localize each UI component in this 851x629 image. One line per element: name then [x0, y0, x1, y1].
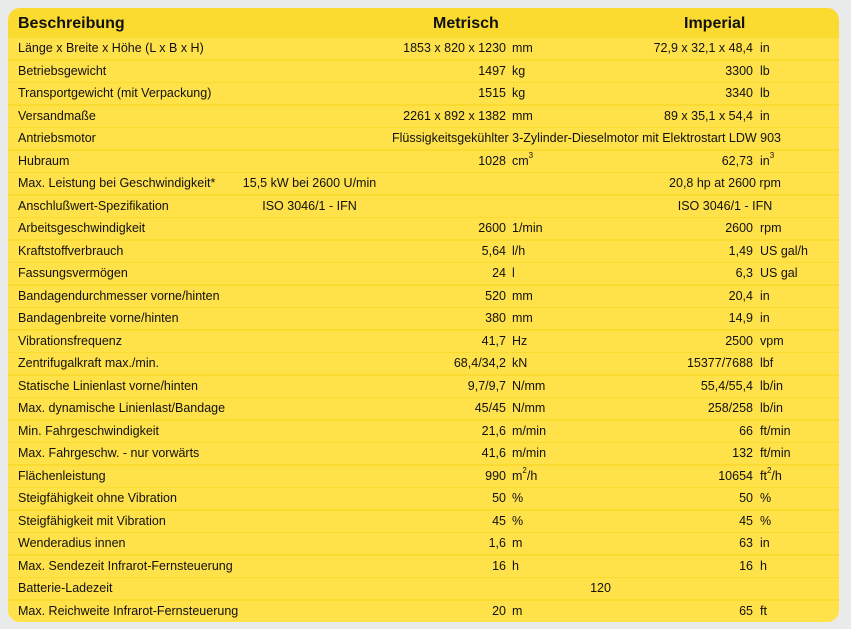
imperial-value-text: 3340 [725, 86, 753, 100]
imperial-value-text: 63 [739, 536, 753, 550]
imperial-value [687, 353, 753, 374]
imperial-value-text: 132 [732, 446, 753, 460]
row-label [18, 376, 198, 397]
row-label [18, 421, 159, 442]
metric-unit-text: kN [512, 356, 528, 370]
imperial-unit-text: % [760, 491, 772, 505]
imperial-value-text: 2500 [725, 333, 753, 348]
metric-value-text: 15,5 kW bei 2600 U/min [242, 176, 377, 190]
imperial-unit [760, 151, 774, 172]
metric-unit-text: l/h [512, 243, 526, 258]
table-row [8, 308, 839, 329]
imperial-value [701, 376, 753, 397]
row-label-text: Vibrationsfrequenz [18, 333, 123, 348]
imperial-unit [760, 331, 784, 352]
table-row [8, 173, 839, 194]
imperial-value [729, 286, 753, 307]
metric-value-text: 1,6 [488, 536, 506, 550]
metric-unit-superscript: 3 [528, 150, 534, 160]
row-label-text: Arbeitsgeschwindigkeit [18, 221, 146, 235]
table-row [8, 218, 839, 239]
imperial-value-text: 3300 [725, 63, 753, 78]
metric-value [492, 488, 506, 509]
imperial-value-text: 66 [739, 423, 753, 438]
row-label [18, 533, 125, 554]
table-row [8, 83, 839, 104]
imperial-value [718, 466, 753, 487]
imperial-value-text: 62,73 [721, 153, 753, 168]
table-row [8, 398, 839, 419]
imperial-value [739, 488, 753, 509]
imperial-value-text: 65 [739, 603, 753, 618]
metric-value-text: 1497 [478, 63, 506, 78]
metric-value-text: 41,6 [481, 446, 506, 460]
imperial-unit-text: lb [760, 63, 770, 78]
imperial-unit [760, 511, 771, 532]
row-label-text: Bandagenbreite vorne/hinten [18, 311, 179, 325]
imperial-value [722, 151, 753, 172]
imperial-value [729, 241, 753, 262]
imperial-unit [760, 61, 770, 82]
imperial-value [708, 398, 753, 419]
row-label-text: Statische Linienlast vorne/hinten [18, 378, 198, 393]
imperial-value [739, 421, 753, 442]
table-row [8, 196, 839, 217]
table-row [8, 533, 839, 554]
metric-value [485, 308, 506, 329]
imperial-unit-text: ft/min [760, 446, 791, 460]
table-row [8, 601, 839, 622]
table-row [8, 511, 839, 532]
metric-value [475, 398, 506, 419]
metric-unit [512, 83, 525, 104]
metric-value [492, 601, 506, 622]
imperial-value-text: 10654 [718, 468, 753, 483]
row-label-text: Max. Reichweite Infrarot-Fernsteuerung [18, 603, 239, 618]
imperial-unit-text: lb/in [760, 401, 783, 415]
imperial-value [725, 83, 753, 104]
metric-value [492, 511, 506, 532]
metric-unit [512, 61, 525, 82]
metric-value-text: 21,6 [481, 423, 506, 438]
row-value-center [8, 578, 839, 599]
metric-value-text: 380 [485, 311, 506, 325]
row-label [18, 308, 179, 329]
metric-value [478, 218, 506, 239]
metric-value-text: 2261 x 892 x 1382 [403, 108, 506, 123]
metric-value [492, 556, 506, 577]
metric-unit-text: m [512, 603, 523, 618]
imperial-unit [760, 556, 767, 577]
imperial-value-text: 72,9 x 32,1 x 48,4 [653, 41, 753, 55]
row-label-text: Betriebsgewicht [18, 63, 107, 78]
row-label-text: Transportgewicht (mit Verpackung) [18, 86, 212, 100]
row-label-text: Bandagendurchmesser vorne/hinten [18, 288, 220, 303]
metric-value [403, 106, 506, 127]
imperial-unit-text: ft [760, 603, 767, 618]
metric-unit [512, 353, 527, 374]
imperial-value-text: 15377/7688 [686, 356, 753, 370]
metric-value [468, 376, 506, 397]
metric-unit [512, 511, 523, 532]
row-label-text: Steigfähigkeit ohne Vibration [18, 491, 177, 505]
imperial-unit-text: h [760, 558, 767, 573]
imperial-unit [760, 601, 767, 622]
imperial-unit [760, 421, 791, 442]
table-row [8, 331, 839, 352]
imperial-unit [760, 263, 798, 284]
imperial-value-text: 20,8 hp at 2600 rpm [669, 176, 781, 190]
imperial-unit-text: in [760, 288, 770, 303]
row-value-center-text: 120 [590, 581, 611, 595]
metric-unit [512, 331, 527, 352]
metric-unit [512, 443, 546, 464]
imperial-unit [760, 533, 770, 554]
metric-unit-text: m [512, 468, 523, 483]
metric-unit-text: mm [512, 108, 533, 123]
metric-unit-text: 1/min [512, 221, 543, 235]
row-label-text: Versandmaße [18, 108, 96, 123]
table-row [8, 466, 839, 487]
metric-value [8, 196, 611, 217]
imperial-value [739, 533, 753, 554]
metric-unit [512, 488, 523, 509]
imperial-unit [760, 443, 791, 464]
table-row [8, 61, 839, 82]
imperial-value-text: 14,9 [728, 311, 753, 325]
header-description: Beschreibung [18, 15, 125, 32]
imperial-value-text: 20,4 [728, 288, 753, 303]
metric-unit-text: % [512, 491, 524, 505]
imperial-unit-text: US gal [760, 266, 798, 280]
row-label [18, 128, 96, 149]
imperial-unit [760, 308, 770, 329]
table-row [8, 286, 839, 307]
imperial-unit-text: lb/in [760, 378, 783, 393]
row-label [18, 443, 199, 464]
metric-unit-text: mm [512, 41, 533, 55]
imperial-unit-text: lbf [760, 356, 774, 370]
metric-unit [512, 218, 543, 239]
table-row [8, 106, 839, 127]
metric-value-text: 16 [492, 558, 506, 573]
metric-unit-text: kg [512, 86, 526, 100]
metric-value-text: 1853 x 820 x 1230 [403, 41, 506, 55]
imperial-unit [760, 376, 783, 397]
imperial-unit [760, 106, 770, 127]
metric-unit-text: cm [512, 153, 529, 168]
specifications-table [8, 8, 839, 622]
row-label [18, 241, 123, 262]
row-label-text: Max. dynamische Linienlast/Bandage [18, 401, 226, 415]
metric-value [485, 286, 506, 307]
metric-value-text: 9,7/9,7 [467, 378, 506, 393]
row-label-text: Batterie-Ladezeit [18, 581, 113, 595]
metric-value-text: 45/45 [474, 401, 506, 415]
imperial-unit-text: ft [760, 468, 767, 483]
metric-value [8, 173, 611, 194]
metric-unit-text: kg [512, 63, 526, 78]
row-label-text: Zentrifugalkraft max./min. [18, 356, 160, 370]
metric-value-text: 2600 [478, 221, 506, 235]
row-label [18, 331, 122, 352]
imperial-value [739, 601, 753, 622]
imperial-value-text: 6,3 [735, 266, 753, 280]
imperial-unit [760, 286, 770, 307]
metric-unit-text: m/min [512, 423, 547, 438]
metric-value [403, 38, 506, 59]
metric-unit-text: Hz [512, 333, 528, 348]
row-value-full-text: Flüssigkeitsgekühlter 3-Zylinder-Dieselmotor mit Elektrostart LDW 903 [391, 131, 781, 145]
imperial-value-text: 1,49 [728, 243, 753, 258]
row-label [18, 38, 204, 59]
imperial-unit-text: in [760, 108, 770, 123]
imperial-value [732, 443, 753, 464]
row-label-text: Anschlußwert-Spezifikation [18, 198, 169, 213]
row-label-text: Steigfähigkeit mit Vibration [18, 513, 166, 528]
table-row [8, 578, 839, 599]
row-value-full [392, 128, 781, 149]
metric-value-text: 24 [492, 266, 506, 280]
row-label-text: Antriebsmotor [18, 131, 96, 145]
imperial-value [725, 331, 753, 352]
imperial-value [729, 308, 753, 329]
row-label [18, 353, 159, 374]
metric-value [482, 421, 506, 442]
imperial-value-text: 2600 [725, 221, 753, 235]
imperial-value-text: 89 x 35,1 x 54,4 [664, 108, 753, 123]
imperial-unit-superscript: 2 [766, 465, 772, 475]
imperial-value [611, 196, 839, 217]
imperial-unit [760, 353, 773, 374]
row-label-text: Länge x Breite x Höhe (L x B x H) [18, 41, 204, 55]
metric-value-text: 50 [492, 491, 506, 505]
imperial-unit-text: % [760, 513, 772, 528]
row-label [18, 488, 177, 509]
imperial-unit-suffix: /h [771, 468, 782, 483]
table-header [8, 8, 839, 38]
metric-unit [512, 376, 545, 397]
imperial-unit [760, 83, 770, 104]
metric-value-text: 990 [485, 468, 506, 483]
metric-value [489, 533, 506, 554]
imperial-unit-text: lb [760, 86, 770, 100]
metric-unit-text: m [512, 536, 523, 550]
row-label [18, 151, 69, 172]
imperial-value-text: 16 [739, 558, 753, 573]
metric-unit [512, 151, 533, 172]
row-label-text: Kraftstoffverbrauch [18, 243, 124, 258]
imperial-value [664, 106, 753, 127]
row-label-text: Fassungsvermögen [18, 266, 128, 280]
row-label [18, 106, 96, 127]
row-label [18, 218, 145, 239]
table-row [8, 353, 839, 374]
row-label-text: Max. Fahrgeschw. - nur vorwärts [18, 446, 200, 460]
table-row [8, 241, 839, 262]
metric-value-text: 68,4/34,2 [453, 356, 506, 370]
metric-unit [512, 556, 519, 577]
row-label-text: Max. Sendezeit Infrarot-Fernsteuerung [18, 558, 233, 573]
imperial-value [725, 61, 753, 82]
metric-unit [512, 421, 546, 442]
imperial-value [725, 218, 753, 239]
metric-value-text: 520 [485, 288, 506, 303]
row-label-text: Max. Leistung bei Geschwindigkeit* [18, 176, 216, 190]
metric-unit-text: N/mm [512, 378, 546, 393]
metric-unit [512, 533, 522, 554]
metric-unit-text: % [512, 513, 524, 528]
metric-value [454, 353, 506, 374]
table-row [8, 151, 839, 172]
imperial-unit [760, 38, 770, 59]
metric-value [478, 83, 506, 104]
metric-unit [512, 263, 515, 284]
imperial-unit [760, 488, 771, 509]
table-row [8, 376, 839, 397]
metric-value [482, 443, 506, 464]
table-row [8, 488, 839, 509]
imperial-value [611, 173, 839, 194]
metric-unit-text: h [512, 558, 519, 573]
table-row [8, 443, 839, 464]
imperial-value [739, 511, 753, 532]
metric-value [478, 61, 506, 82]
metric-unit-text: N/mm [512, 401, 546, 415]
row-label [18, 556, 233, 577]
metric-value [482, 241, 506, 262]
metric-unit [512, 286, 533, 307]
imperial-value-text: 258/258 [707, 401, 753, 415]
metric-unit [512, 38, 533, 59]
metric-unit-superscript: 2 [522, 465, 527, 475]
row-label [18, 601, 238, 622]
imperial-unit-superscript: 3 [769, 150, 775, 160]
imperial-unit-text: in [760, 41, 770, 55]
imperial-unit-text: in [760, 311, 770, 325]
table-row [8, 421, 839, 442]
imperial-unit-text: vpm [760, 333, 784, 348]
row-label-text: Hubraum [18, 153, 70, 168]
metric-value-text: ISO 3046/1 - IFN [262, 198, 357, 213]
imperial-value-text: 45 [739, 513, 753, 528]
imperial-unit-text: ft/min [760, 423, 791, 438]
metric-unit [512, 466, 537, 487]
imperial-unit-text: in [760, 153, 770, 168]
metric-unit-suffix: /h [526, 468, 538, 483]
metric-value [478, 151, 506, 172]
metric-unit-text: mm [512, 288, 533, 303]
metric-unit-text: mm [512, 311, 533, 325]
metric-unit-text: m/min [512, 446, 547, 460]
header-imperial: Imperial [684, 15, 746, 32]
metric-unit-text: l [512, 266, 515, 280]
table-row [8, 556, 839, 577]
metric-unit [512, 308, 533, 329]
metric-value-text: 1028 [478, 153, 506, 168]
metric-value [492, 263, 506, 284]
row-label [18, 263, 128, 284]
row-label-text: Wenderadius innen [18, 536, 126, 550]
metric-value-text: 20 [492, 603, 506, 618]
imperial-unit-text: US gal/h [760, 243, 808, 258]
imperial-unit [760, 241, 808, 262]
imperial-unit [760, 398, 783, 419]
imperial-value-text: ISO 3046/1 - IFN [677, 198, 773, 213]
row-label [18, 61, 106, 82]
imperial-value-text: 55,4/55,4 [700, 378, 753, 393]
metric-value [482, 331, 506, 352]
metric-unit [512, 398, 545, 419]
row-label [18, 83, 211, 104]
header-metric: Metrisch [433, 15, 499, 32]
table-body [8, 38, 839, 622]
table-row [8, 128, 839, 149]
row-label [18, 511, 166, 532]
row-label [18, 466, 106, 487]
imperial-unit-text: rpm [760, 221, 782, 235]
metric-unit [512, 601, 522, 622]
row-label-text: Min. Fahrgeschwindigkeit [18, 423, 160, 438]
imperial-value [736, 263, 753, 284]
metric-unit [512, 241, 525, 262]
metric-value-text: 1515 [478, 86, 506, 100]
row-label-text: Flächenleistung [18, 468, 106, 483]
metric-value-text: 41,7 [481, 333, 506, 348]
metric-value [485, 466, 506, 487]
metric-unit [512, 106, 533, 127]
imperial-value-text: 50 [739, 491, 753, 505]
metric-value-text: 45 [492, 513, 506, 528]
table-row [8, 38, 839, 59]
imperial-unit [760, 218, 782, 239]
imperial-unit-text: in [760, 536, 770, 550]
row-label [18, 398, 225, 419]
table-row [8, 263, 839, 284]
imperial-value [739, 556, 753, 577]
imperial-value [654, 38, 753, 59]
imperial-unit [760, 466, 782, 487]
row-label [18, 286, 220, 307]
metric-value-text: 5,64 [481, 243, 506, 258]
